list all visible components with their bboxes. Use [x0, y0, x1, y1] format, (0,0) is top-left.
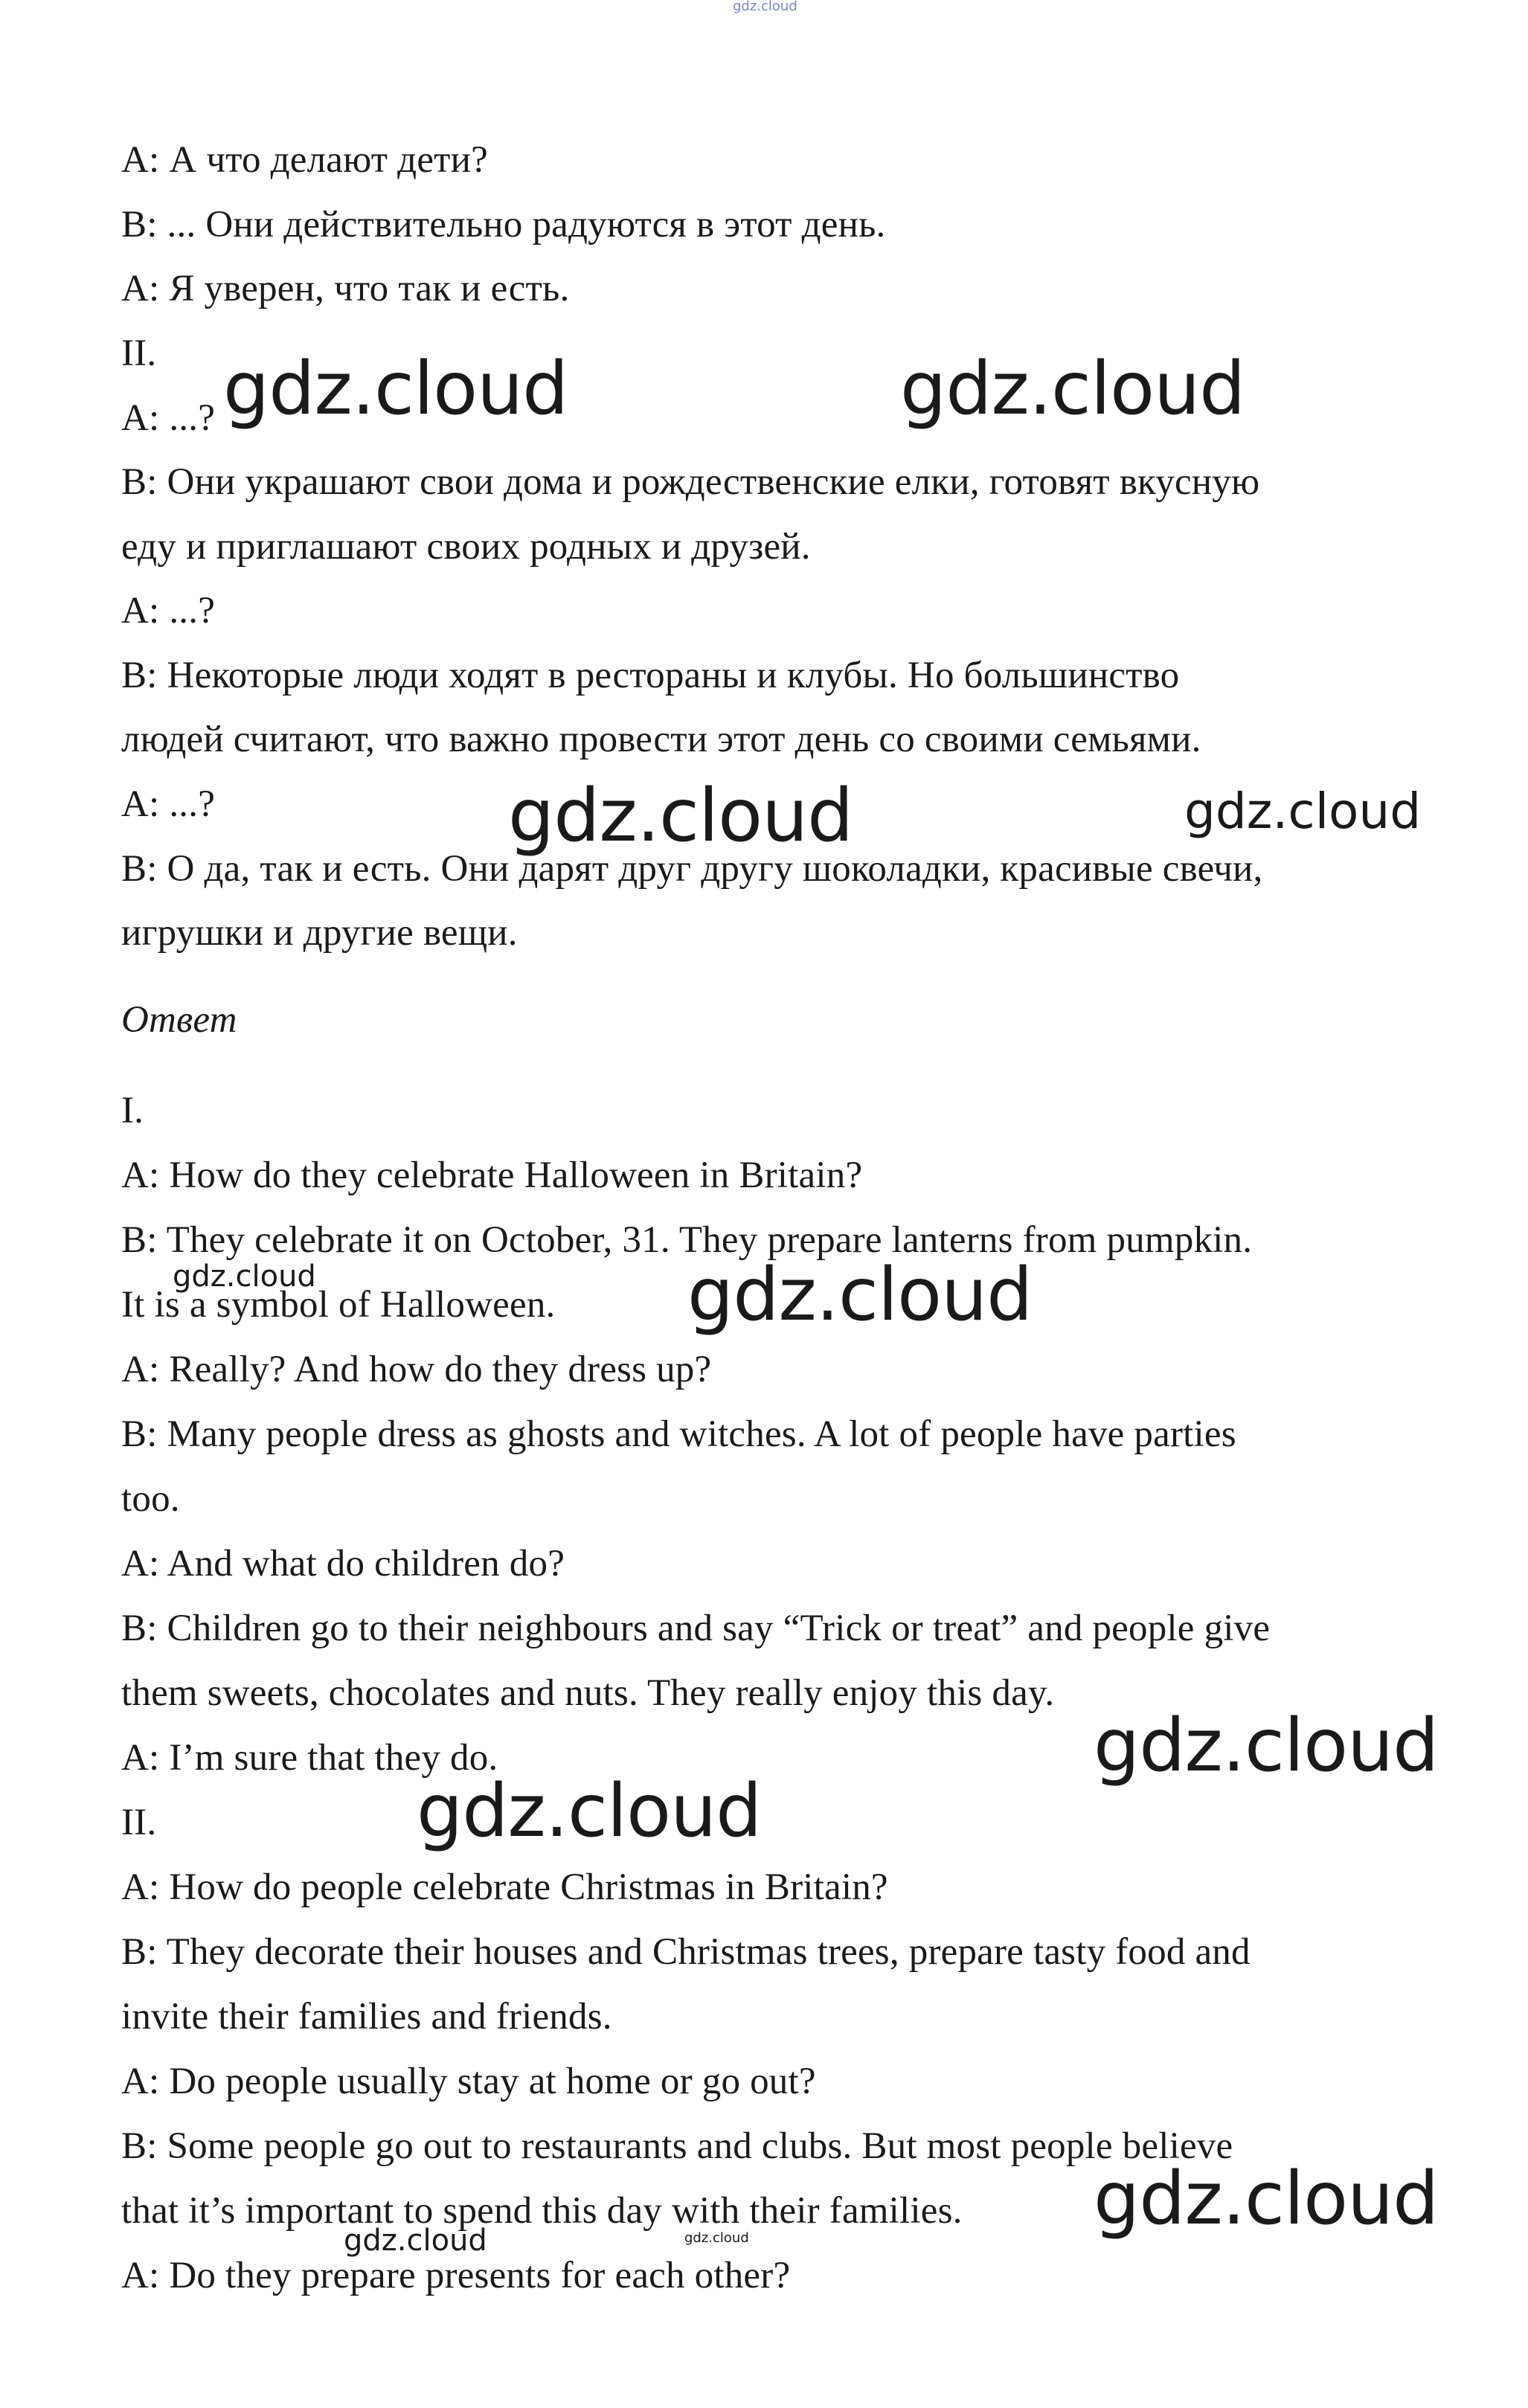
english-line: I. [121, 1090, 144, 1131]
watermark: gdz.cloud [223, 347, 568, 431]
english-line: A: I’m sure that they do. [121, 1737, 498, 1779]
russian-line: В: Они украшают свои дома и рождественские елки, готовят вкусную [121, 461, 1260, 503]
russian-line: игрушки и другие вещи. [121, 912, 518, 954]
watermark: gdz.cloud [1184, 783, 1422, 840]
english-line: A: How do they celebrate Halloween in Britain? [121, 1155, 863, 1196]
english-line: B: They celebrate it on October, 31. They prepare lanterns from pumpkin. [121, 1219, 1253, 1261]
watermark-top: gdz.cloud [733, 0, 797, 14]
english-line: B: Many people dress as ghosts and witches. A lot of people have parties [121, 1413, 1236, 1455]
english-line: A: And what do children do? [121, 1543, 565, 1585]
russian-line: А: ...? [121, 590, 216, 632]
english-line: B: They decorate their houses and Christmas trees, prepare tasty food and [121, 1931, 1251, 1973]
english-line: B: Some people go out to restaurants and clubs. But most people believe [121, 2125, 1233, 2167]
english-line: invite their families and friends. [121, 1996, 612, 2038]
answer-heading: Ответ [121, 999, 237, 1041]
english-line: them sweets, chocolates and nuts. They really enjoy this day. [121, 1672, 1055, 1714]
russian-line: А: А что делают дети? [121, 139, 488, 181]
english-line: A: Really? And how do they dress up? [121, 1349, 712, 1390]
english-line: too. [121, 1478, 180, 1520]
english-line: A: Do they prepare presents for each other? [121, 2255, 791, 2296]
watermark: gdz.cloud [900, 347, 1245, 431]
watermark: gdz.cloud [1094, 1704, 1439, 1788]
russian-line: А: ...? [121, 783, 216, 825]
watermark: gdz.cloud [684, 2230, 749, 2246]
english-line: B: Children go to their neighbours and say “Trick or treat” and people give [121, 1608, 1271, 1649]
english-line: that it’s important to spend this day with their families. [121, 2190, 963, 2232]
russian-line: В: О да, так и есть. Они дарят друг другу шоколадки, красивые свечи, [121, 848, 1263, 890]
watermark: gdz.cloud [417, 1769, 762, 1854]
russian-line: людей считают, что важно провести этот день со своими семьями. [121, 719, 1201, 760]
russian-line: II. [121, 333, 157, 374]
russian-line: А: ...? [121, 397, 216, 439]
watermark: gdz.cloud [687, 1253, 1033, 1338]
russian-line: еду и приглашают своих родных и друзей. [121, 526, 811, 568]
watermark: gdz.cloud [344, 2224, 487, 2258]
watermark: gdz.cloud [508, 774, 853, 858]
watermark: gdz.cloud [173, 1259, 316, 1294]
russian-line: А: Я уверен, что так и есть. [121, 268, 570, 309]
russian-line: В: Некоторые люди ходят в рестораны и клубы. Но большинство [121, 655, 1180, 696]
english-line: It is a symbol of Halloween. [121, 1284, 556, 1326]
english-line: A: Do people usually stay at home or go out? [121, 2061, 816, 2102]
english-line: A: How do people celebrate Christmas in Britain? [121, 1866, 888, 1908]
english-line: II. [121, 1802, 157, 1843]
russian-line: В: ... Они действительно радуются в этот день. [121, 204, 886, 245]
watermark: gdz.cloud [1094, 2157, 1439, 2241]
